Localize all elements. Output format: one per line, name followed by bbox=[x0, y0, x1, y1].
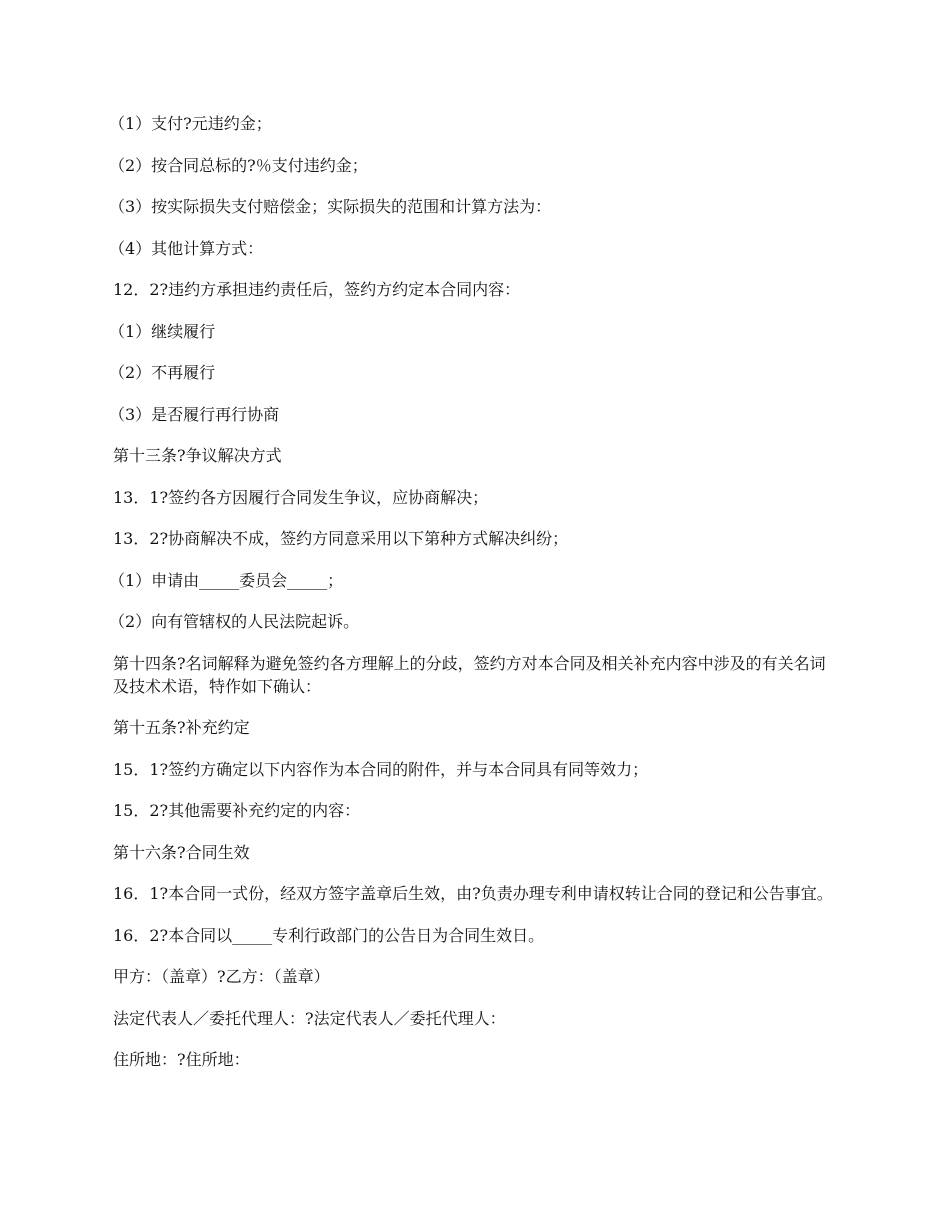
clause-line: 15．2?其他需要补充约定的内容： bbox=[113, 801, 361, 820]
article-heading: 第十三条?争议解决方式 bbox=[113, 446, 282, 465]
clause-line: （1）申请由_____委员会_____； bbox=[109, 570, 344, 590]
clause-line: （4）其他计算方式： bbox=[109, 238, 264, 258]
document-page bbox=[109, 112, 833, 1090]
clause-line: 13．2?协商解决不成，签约方同意采用以下第种方式解决纠纷； bbox=[113, 529, 569, 548]
clause-line: （3）是否履行再行协商 bbox=[109, 404, 280, 424]
clause-line: （2）不再履行 bbox=[109, 363, 216, 382]
article-heading: 第十四条?名词解释为避免签约各方理解上的分歧，签约方对本合同及相关补充内容中涉及的有关名词及技术术语，特作如下确认： bbox=[113, 653, 826, 696]
clause-line: 13．1?签约各方因履行合同发生争议，应协商解决； bbox=[113, 487, 489, 507]
clause-line: 15．1?签约方确定以下内容作为本合同的附件，并与本合同具有同等效力； bbox=[113, 759, 649, 779]
clause-line: （2）向有管辖权的人民法院起诉。 bbox=[109, 612, 360, 631]
clause-line: （2）按合同总标的?％支付违约金； bbox=[109, 155, 368, 175]
clause-line: （1）继续履行 bbox=[109, 321, 216, 341]
clause-line: （3）按实际损失支付赔偿金；实际损失的范围和计算方法为： bbox=[109, 197, 552, 216]
signature-line: 甲方：（盖章）?乙方：（盖章） bbox=[113, 967, 330, 986]
article-heading: 第十六条?合同生效 bbox=[113, 842, 250, 862]
clause-line: 16．1?本合同一式份，经双方签字盖章后生效，由?负责办理专利申请权转让合同的登记和公告事宜。 bbox=[113, 884, 833, 903]
clause-line: 16．2?本合同以_____专利行政部门的公告日为合同生效日。 bbox=[113, 925, 545, 945]
article-heading: 第十五条?补充约定 bbox=[113, 718, 250, 737]
signature-line: 法定代表人／委托代理人：?法定代表人／委托代理人： bbox=[113, 1008, 506, 1028]
clause-line: 12．2?违约方承担违约责任后，签约方约定本合同内容： bbox=[113, 280, 521, 299]
signature-line: 住所地：?住所地： bbox=[113, 1050, 250, 1069]
clause-line: （1）支付?元违约金； bbox=[109, 114, 272, 133]
